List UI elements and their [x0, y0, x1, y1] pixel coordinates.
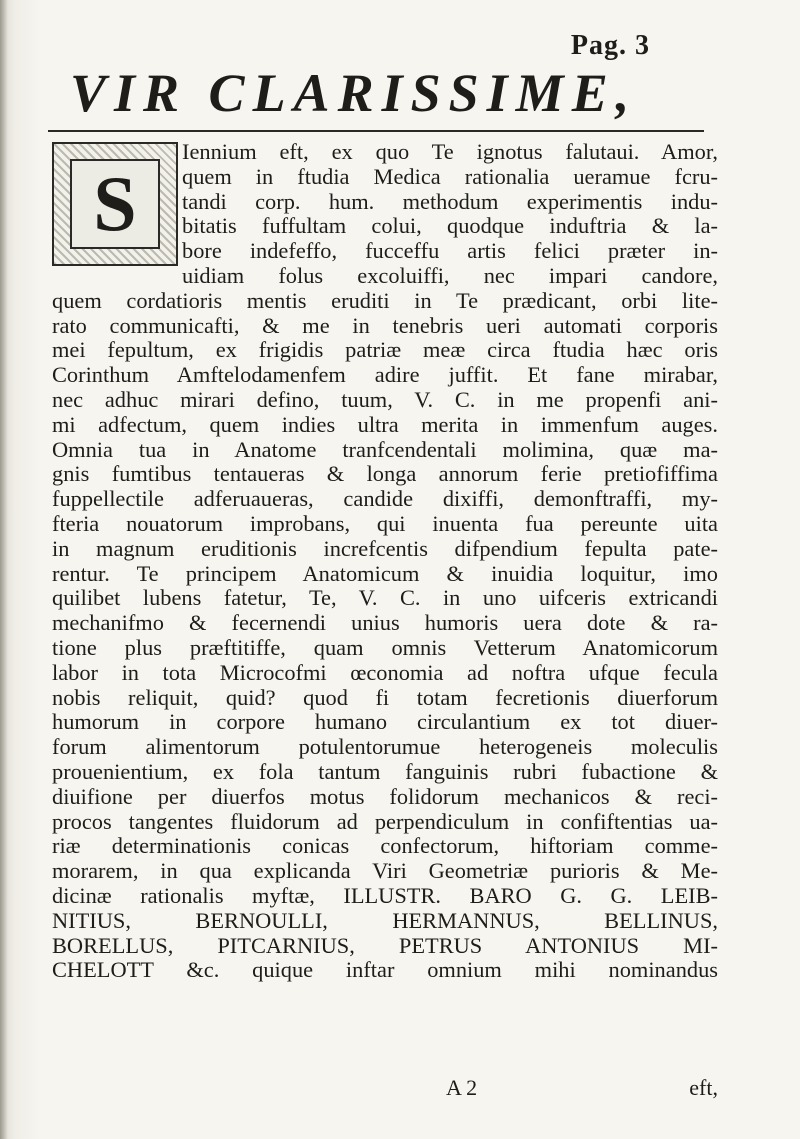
text-line: fuppellectile adferuaueras, candide dixiffi, demonftraffi, my-: [52, 487, 718, 512]
text-line: tione plus præftitiffe, quam omnis Vetterum Anatomicorum: [52, 635, 718, 660]
text-line: procos tangentes fluidorum ad perpendiculum in confiftentias ua-: [52, 809, 718, 834]
text-line: gnis fumtibus tentaueras & longa annorum ferie pretiofiffima: [52, 462, 718, 487]
text-line: Corinthum Amftelodamenfem adire juffit. Et fane mirabar,: [52, 363, 718, 388]
text-line: mi adfectum, quem indies ultra merita in immenfum auges.: [52, 412, 718, 437]
text-line: in magnum eruditionis increfcentis difpendium fepulta pate-: [52, 536, 718, 561]
gutter-shadow: [0, 0, 8, 1139]
text-line: NITIUS, BERNOULLI, HERMANNUS, BELLINUS,: [52, 908, 718, 933]
body-text: [52, 140, 718, 983]
text-line: fteria nouatorum improbans, qui inuenta fua pereunte uita: [52, 511, 718, 536]
text-line: Omnia tua in Anatome tranfcendentali molimina, quæ ma-: [52, 437, 718, 462]
text-line: rato communicafti, & me in tenebris ueri automati corporis: [52, 313, 718, 338]
text-line: mei fepultum, ex frigidis patriæ meæ circa ftudia hæc oris: [52, 338, 718, 363]
text-line: labor in tota Microcofmi œconomia ad noftra ufque fecula: [52, 660, 718, 685]
title-rule: [48, 130, 704, 132]
text-line: prouenientium, ex fola tantum fanguinis rubri fubactione &: [52, 759, 718, 784]
initial-letter: S: [93, 160, 137, 247]
text-line: nec adhuc mirari defino, tuum, V. C. in me propenfi ani-: [52, 387, 718, 412]
text-line: rentur. Te principem Anatomicum & inuidia loquitur, imo: [52, 561, 718, 586]
catchword: eft,: [689, 1075, 718, 1100]
text-line: quem cordatioris mentis eruditi in Te prædicant, orbi lite-: [52, 288, 718, 313]
text-line: dicinæ rationalis myftæ, ILLUSTR. BARO G. G. LEIB-: [52, 883, 718, 908]
text-line: uidiam folus excoluiffi, nec impari candore,: [182, 263, 718, 288]
text-line: tandi corp. hum. methodum experimentis indu-: [182, 189, 718, 214]
text-line: quem in ftudia Medica rationalia ueramue fcru-: [182, 164, 718, 189]
signature-mark: A 2: [446, 1075, 478, 1100]
text-line: morarem, in qua explicanda Viri Geometriæ purioris & Me-: [52, 859, 718, 884]
text-line: bore indefeffo, fucceffu artis felici præter in-: [182, 239, 718, 264]
text-line: humorum in corpore humano circulantium ex tot diuer-: [52, 710, 718, 735]
page-footer: [52, 1075, 718, 1101]
text-line: diuifione per diuerfos motus folidorum mechanicos & reci-: [52, 784, 718, 809]
text-line: CHELOTT &c. quique inftar omnium mihi nominandus: [52, 958, 718, 983]
text-line: bitatis fuffultam colui, quodque induftria & la-: [182, 214, 718, 239]
text-line: mechanifmo & fecernendi unius humoris uera dote & ra-: [52, 611, 718, 636]
page-number: Pag. 3: [570, 30, 650, 61]
text-line: BORELLUS, PITCARNIUS, PETRUS ANTONIUS MI-: [52, 933, 718, 958]
text-line: forum alimentorum potulentorumue heterogeneis moleculis: [52, 735, 718, 760]
text-line: nobis reliquit, quid? quod fi totam fecretionis diuerforum: [52, 685, 718, 710]
running-title: VIR CLARISSIME,: [70, 63, 638, 123]
text-line: riæ determinationis conicas confectorum, hiftoriam comme-: [52, 834, 718, 859]
text-line: Iennium eft, ex quo Te ignotus falutaui. Amor,: [182, 140, 718, 164]
text-line: quilibet lubens fatetur, Te, V. C. in uno uifceris extricandi: [52, 586, 718, 611]
